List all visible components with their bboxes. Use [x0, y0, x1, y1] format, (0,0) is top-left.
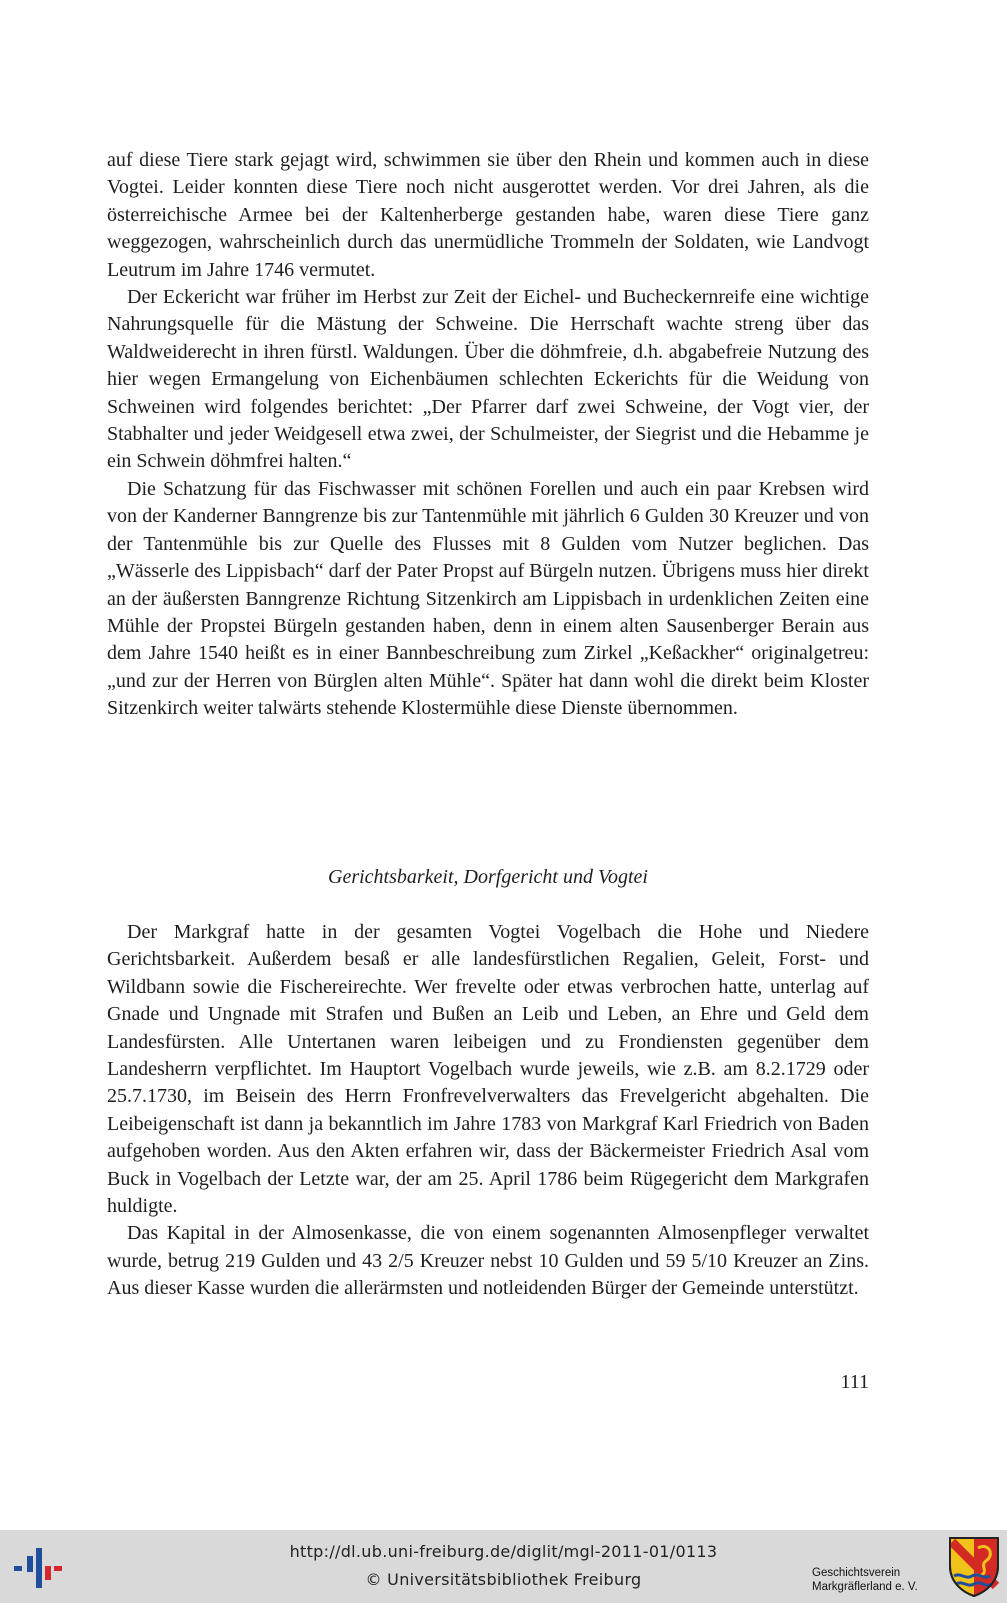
- paragraph: Der Eckericht war früher im Herbst zur Zeit der Eichel- und Bucheckernreife eine wichtige Nahrungsquelle für die Mästung der Schweine. Die Herrschaft wachte streng über das Waldweiderecht in ihren fürstl. Waldungen. Über die döhmfreie, d.h. abgabefreie Nutzung des hier wegen Ermangelung von Eichenbäumen schlechten Eckerichts für die Weidung von Schweinen wird folgendes berichtet: „Der Pfarrer darf zwei Schweine, der Vogt vier, der Stabhalter und jeder Weidgesell etwa zwei, der Schulmeister, der Siegrist und die Hebamme je ein Schwein döhmfrei halten.“: [107, 286, 869, 473]
- section-heading: Gerichtsbarkeit, Dorfgericht und Vogtei: [328, 866, 648, 888]
- coat-of-arms-icon: [948, 1536, 1000, 1598]
- copyright-text: © Universitätsbibliothek Freiburg: [365, 1570, 642, 1589]
- paragraph: Der Markgraf hatte in der gesamten Vogtei Vogelbach die Hohe und Niedere Gerichtsbarkeit. Außerdem besaß er alle landesfürstlichen Regalien, Geleit, Forst- und Wildbann sowie die Fischereirechte. Wer frevelte oder etwas verbrochen hatte, unterlag auf Gnade und Ungnade mit Strafen und Bußen an Leib und Leben, an Ehre und Geld dem Landesfürsten. Alle Untertanen waren leibeigen und zu Frondiensten gegenüber dem Landesherrn verpflichtet. Im Hauptort Vogelbach wurde jeweils, wie z.B. am 8.2.1729 oder 25.7.1730, im Beisein des Herrn Fronfrevelverwalters das Frevelgericht abgehalten. Die Leibeigenschaft ist dann ja bekanntlich im Jahre 1783 von Markgraf Karl Friedrich von Baden aufgehoben worden. Aus den Akten erfahren wir, dass der Bäckermeister Friedrich Asal vom Buck in Vogelbach der Letzte war, der am 25. April 1786 beim Rügegericht dem Markgrafen huldigte.: [107, 921, 869, 1218]
- paragraph: Das Kapital in der Almosenkasse, die von einem sogenannten Almosenpfleger verwaltet wurde, betrug 219 Gulden und 43 2/5 Kreuzer nebst 10 Gulden und 59 5/10 Kreuzer an Zins. Aus dieser Kasse wurden die allerärmsten und notleidenden Bürger der Gemeinde unterstützt.: [107, 1222, 869, 1300]
- body-text-bottom: [107, 919, 869, 1303]
- society-name-line2: Markgräflerland e. V.: [812, 1581, 918, 1593]
- library-footer: [0, 1530, 1007, 1603]
- body-text-top: [107, 147, 869, 723]
- society-name-line1: Geschichtsverein: [812, 1567, 901, 1579]
- paragraph: Die Schatzung für das Fischwasser mit schönen Forellen und auch ein paar Krebsen wird von der Kanderner Banngrenze bis zur Tantenmühle mit jährlich 6 Gulden 30 Kreuzer und von der Tantenmühle bis zur Quelle des Flusses mit 8 Gulden vom Nutzer beglichen. Das „Wässerle des Lippisbach“ darf der Pater Propst auf Bürgeln nutzen. Übrigens muss hier direkt an der äußersten Banngrenze Richtung Sitzenkirch am Lippisbach in urdenklichen Zeiten eine Mühle der Propstei Bürgeln gestanden haben, denn in einem alten Sausenberger Berain aus dem Jahre 1540 heißt es in einer Bannbeschreibung zum Zirkel „Keßackher“ originalgetreu: „und zur der Herren von Bürglen alten Mühle“. Später hat dann wohl die direkt beim Kloster Sitzenkirch weiter talwärts stehende Klostermühle diese Dienste übernommen.: [107, 477, 869, 720]
- paragraph: auf diese Tiere stark gejagt wird, schwimmen sie über den Rhein und kommen auch in diese Vogtei. Leider konnten diese Tiere noch nicht ausgerottet werden. Vor drei Jahren, als die österreichische Armee bei der Kaltenherberge gestanden habe, waren diese Tiere ganz weggezogen, wahrscheinlich durch das unermüdliche Trommeln der Soldaten, wie Landvogt Leutrum im Jahre 1746 vermutet.: [107, 149, 869, 281]
- source-url-link[interactable]: http://dl.ub.uni-freiburg.de/diglit/mgl-2011-01/0113: [289, 1542, 718, 1561]
- society-name: [812, 1566, 918, 1594]
- page-number: 111: [840, 1371, 869, 1393]
